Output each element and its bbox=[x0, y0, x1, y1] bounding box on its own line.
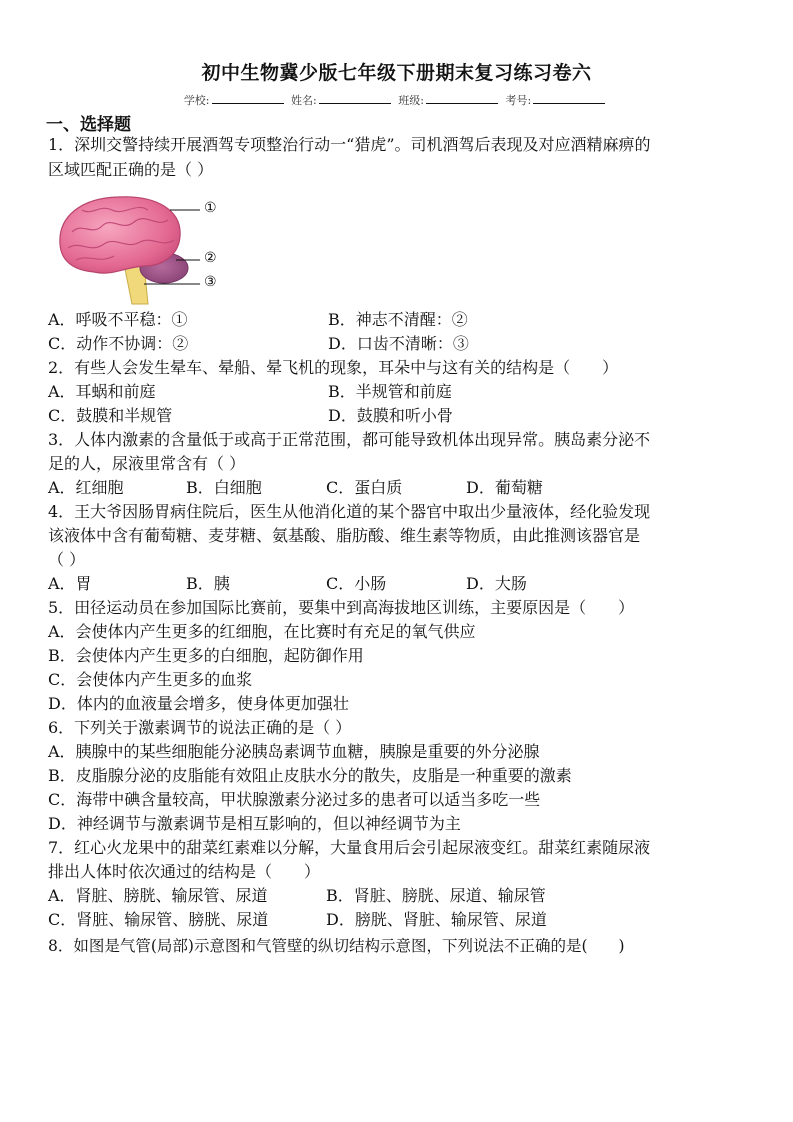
q7-option-b[interactable]: B．肾脏、膀胱、尿道、输尿管 bbox=[326, 886, 546, 905]
school-label: 学校: bbox=[183, 94, 210, 107]
id-blank[interactable] bbox=[533, 93, 605, 104]
q3-stem-line1: 3．人体内激素的含量低于或高于正常范围，都可能导致机体出现异常。胰岛素分泌不 bbox=[48, 430, 651, 449]
q2-option-b[interactable]: B．半规管和前庭 bbox=[328, 382, 452, 401]
q2-option-d[interactable]: D．鼓膜和听小骨 bbox=[328, 406, 453, 425]
q3-stem-line2: 足的人，尿液里常含有（ ） bbox=[48, 454, 246, 473]
q7-stem-line2: 排出人体时依次通过的结构是（ ） bbox=[48, 862, 321, 881]
q5-option-a[interactable]: A．会使体内产生更多的红细胞，在比赛时有充足的氧气供应 bbox=[48, 622, 476, 641]
q7-option-a[interactable]: A．肾脏、膀胱、输尿管、尿道 bbox=[48, 886, 268, 905]
q4-stem-line3: （ ） bbox=[48, 550, 86, 569]
id-label: 考号: bbox=[505, 94, 532, 107]
q4-option-b[interactable]: B．胰 bbox=[186, 574, 230, 593]
q1-option-b[interactable]: B．神志不清醒：② bbox=[328, 310, 468, 329]
q3-option-b[interactable]: B．白细胞 bbox=[186, 478, 262, 497]
brain-marker-3: ③ bbox=[204, 274, 217, 290]
q5-option-c[interactable]: C．会使体内产生更多的血浆 bbox=[48, 670, 253, 689]
q1-stem-line2: 区域匹配正确的是（ ） bbox=[48, 160, 214, 179]
q6-option-b[interactable]: B．皮脂腺分泌的皮脂能有效阻止皮肤水分的散失，皮脂是一种重要的激素 bbox=[48, 766, 572, 785]
q4-option-c[interactable]: C．小肠 bbox=[326, 574, 387, 593]
q4-option-a[interactable]: A．胃 bbox=[48, 574, 92, 593]
q5-option-b[interactable]: B．会使体内产生更多的白细胞，起防御作用 bbox=[48, 646, 364, 665]
q8-stem: 8．如图是气管(局部)示意图和气管壁的纵切结构示意图，下列说法不正确的是( ) bbox=[48, 937, 625, 955]
q3-option-a[interactable]: A．红细胞 bbox=[48, 478, 124, 497]
q4-option-d[interactable]: D．大肠 bbox=[466, 574, 527, 593]
q6-option-c[interactable]: C．海带中碘含量较高，甲状腺激素分泌过多的患者可以适当多吃一些 bbox=[48, 790, 541, 809]
q2-option-a[interactable]: A．耳蜗和前庭 bbox=[48, 382, 156, 401]
cerebrum-shape bbox=[60, 197, 180, 273]
q1-stem-line1: 1．深圳交警持续开展酒驾专项整治行动一“猎虎”。司机酒驾后表现及对应酒精麻痹的 bbox=[48, 135, 651, 154]
brain-marker-1: ① bbox=[204, 200, 217, 216]
section-title: 一、选择题 bbox=[46, 115, 131, 135]
q7-option-d[interactable]: D．膀胱、肾脏、输尿管、尿道 bbox=[326, 910, 547, 929]
class-blank[interactable] bbox=[426, 93, 498, 104]
q4-stem-line2: 该液体中含有葡萄糖、麦芽糖、氨基酸、脂肪酸、维生素等物质，由此推测该器官是 bbox=[48, 526, 641, 545]
q5-option-d[interactable]: D．体内的血液量会增多，使身体更加强壮 bbox=[48, 694, 349, 713]
page-title: 初中生物冀少版七年级下册期末复习练习卷六 bbox=[201, 62, 592, 84]
class-label: 班级: bbox=[398, 94, 424, 107]
name-blank[interactable] bbox=[319, 93, 391, 104]
q1-option-d[interactable]: D．口齿不清晰：③ bbox=[328, 334, 469, 353]
q2-stem: 2．有些人会发生晕车、晕船、晕飞机的现象，耳朵中与这有关的结构是（ ） bbox=[48, 358, 619, 377]
q3-option-d[interactable]: D．葡萄糖 bbox=[466, 478, 543, 497]
q7-stem-line1: 7．红心火龙果中的甜菜红素难以分解，大量食用后会引起尿液变红。甜菜红素随尿液 bbox=[48, 838, 651, 857]
student-info-row bbox=[0, 92, 793, 108]
q1-option-a[interactable]: A．呼吸不平稳：① bbox=[48, 310, 188, 329]
q3-option-c[interactable]: C．蛋白质 bbox=[326, 478, 403, 497]
q5-stem: 5．田径运动员在参加国际比赛前，要集中到高海拔地区训练，主要原因是（ ） bbox=[48, 598, 635, 617]
q6-stem: 6．下列关于激素调节的说法正确的是（ ） bbox=[48, 718, 352, 737]
school-blank[interactable] bbox=[212, 93, 284, 104]
name-label: 姓名: bbox=[291, 94, 317, 107]
q6-option-d[interactable]: D．神经调节与激素调节是相互影响的，但以神经调节为主 bbox=[48, 814, 461, 833]
q7-option-c[interactable]: C．肾脏、输尿管、膀胱、尿道 bbox=[48, 910, 269, 929]
brain-marker-2: ② bbox=[204, 250, 217, 266]
q1-option-c[interactable]: C．动作不协调：② bbox=[48, 334, 189, 353]
q4-stem-line1: 4．王大爷因肠胃病住院后，医生从他消化道的某个器官中取出少量液体，经化验发现 bbox=[48, 502, 651, 521]
q2-option-c[interactable]: C．鼓膜和半规管 bbox=[48, 406, 173, 425]
q6-option-a[interactable]: A．胰腺中的某些细胞能分泌胰岛素调节血糖，胰腺是重要的外分泌腺 bbox=[48, 742, 540, 761]
